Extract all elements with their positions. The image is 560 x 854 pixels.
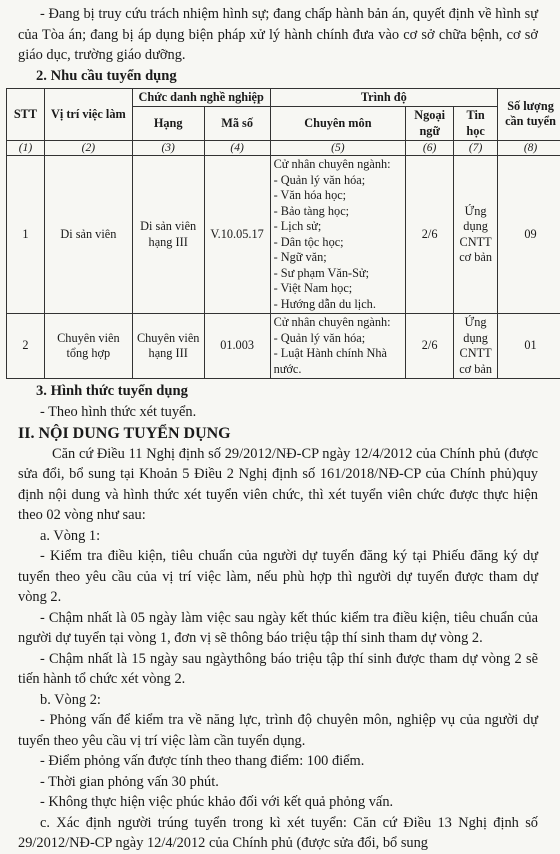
header-so-luong: Số lượng cần tuyển bbox=[498, 88, 560, 141]
cell-tin-hoc: Ứng dụng CNTT cơ bản bbox=[454, 314, 498, 379]
cell-vi-tri: Chuyên viên tổng hợp bbox=[44, 314, 132, 379]
header-tin-hoc: Tin học bbox=[454, 107, 498, 141]
cell-so-luong: 01 bbox=[498, 314, 560, 379]
round-1-item: - Kiểm tra điều kiện, tiêu chuẩn của người dự tuyển đăng ký tại Phiếu đăng ký dự tuyển theo yêu cầu của vị trí việc làm, nếu phù hợp thì người dự tuyển được tham dự vòng 2. bbox=[18, 546, 538, 608]
cell-ma-so: V.10.05.17 bbox=[204, 156, 270, 314]
section-3-title: 3. Hình thức tuyển dụng bbox=[36, 381, 538, 402]
chuyen-mon-line: - Dân tộc học; bbox=[274, 235, 403, 251]
header-chuyen-mon: Chuyên môn bbox=[270, 107, 406, 141]
round-2-item: - Phỏng vấn để kiểm tra về năng lực, trình độ chuyên môn, nghiệp vụ của người dự tuyển theo yêu cầu vị trí việc làm cần tuyển dụng. bbox=[18, 710, 538, 751]
section-2-title: 2. Nhu cầu tuyển dụng bbox=[36, 66, 538, 87]
cell-ngoai-ngu: 2/6 bbox=[406, 314, 454, 379]
col-number: (2) bbox=[44, 141, 132, 156]
recruitment-table bbox=[6, 88, 560, 380]
chuyen-mon-line: - Bảo tàng học; bbox=[274, 204, 403, 220]
col-number: (1) bbox=[7, 141, 45, 156]
cell-stt: 1 bbox=[7, 156, 45, 314]
chuyen-mon-line: - Quản lý văn hóa; bbox=[274, 331, 403, 347]
round-1-item: - Chậm nhất là 05 ngày làm việc sau ngày kết thúc kiểm tra điều kiện, tiêu chuẩn của người dự tuyển tại vòng 1, đơn vị sẽ thông báo triệu tập thí sinh tham dự vòng 2. bbox=[18, 608, 538, 649]
chuyen-mon-line: - Quản lý văn hóa; bbox=[274, 173, 403, 189]
col-number: (8) bbox=[498, 141, 560, 156]
header-ngoai-ngu: Ngoại ngữ bbox=[406, 107, 454, 141]
column-number-row bbox=[7, 141, 560, 156]
section-3-text: - Theo hình thức xét tuyển. bbox=[18, 402, 538, 423]
cell-vi-tri: Di sản viên bbox=[44, 156, 132, 314]
cell-hang: Di sản viên hạng III bbox=[132, 156, 204, 314]
cell-stt: 2 bbox=[7, 314, 45, 379]
chuyen-mon-line: - Ngữ văn; bbox=[274, 250, 403, 266]
header-stt: STT bbox=[7, 88, 45, 141]
round-1-title: a. Vòng 1: bbox=[18, 526, 538, 547]
intro-paragraph: - Đang bị truy cứu trách nhiệm hình sự; đang chấp hành bản án, quyết định về hình sự của Tòa án; đang bị áp dụng biện pháp xử lý hành chính đưa vào cơ sở chữa bệnh, cơ sở giáo dục, trường giáo dưỡng. bbox=[18, 4, 538, 66]
header-chuc-danh: Chức danh nghề nghiệp bbox=[132, 88, 270, 107]
col-number: (3) bbox=[132, 141, 204, 156]
chuyen-mon-line: - Luật Hành chính Nhà nước. bbox=[274, 346, 403, 377]
round-3-text: c. Xác định người trúng tuyển trong kì xét tuyển: Căn cứ Điều 13 Nghị định số 29/2012/NĐ-CP ngày 12/4/2012 của Chính phủ (được sửa đổi, bổ sung bbox=[18, 813, 538, 854]
part-ii-intro: Căn cứ Điều 11 Nghị định số 29/2012/NĐ-CP ngày 12/4/2012 của Chính phủ (được sửa đổi, bổ sung tại Khoản 5 Điều 2 Nghị định số 161/2018/NĐ-CP của Chính phủ)quy định nội dung và hình thức xét tuyển viên chức, thì xét tuyển viên chức được thực hiện theo 02 vòng như sau: bbox=[18, 444, 538, 526]
header-vi-tri: Vị trí việc làm bbox=[44, 88, 132, 141]
cell-hang: Chuyên viên hạng III bbox=[132, 314, 204, 379]
table-row bbox=[7, 314, 560, 379]
header-ma-so: Mã số bbox=[204, 107, 270, 141]
chuyen-mon-line: - Văn hóa học; bbox=[274, 188, 403, 204]
cell-ma-so: 01.003 bbox=[204, 314, 270, 379]
chuyen-mon-line: - Sư phạm Văn-Sử; bbox=[274, 266, 403, 282]
round-2-item: - Thời gian phỏng vấn 30 phút. bbox=[18, 772, 538, 793]
col-number: (5) bbox=[270, 141, 406, 156]
part-ii-title: II. NỘI DUNG TUYỂN DỤNG bbox=[18, 423, 538, 444]
table-header-row bbox=[7, 88, 560, 107]
chuyen-mon-line: - Việt Nam học; bbox=[274, 281, 403, 297]
round-2-title: b. Vòng 2: bbox=[18, 690, 538, 711]
col-number: (7) bbox=[454, 141, 498, 156]
chuyen-mon-line: - Lịch sử; bbox=[274, 219, 403, 235]
cell-tin-hoc: Ứng dụng CNTT cơ bản bbox=[454, 156, 498, 314]
round-2-item: - Không thực hiện việc phúc khảo đối với kết quả phỏng vấn. bbox=[18, 792, 538, 813]
cell-ngoai-ngu: 2/6 bbox=[406, 156, 454, 314]
cell-chuyen-mon bbox=[270, 156, 406, 314]
round-1-item: - Chậm nhất là 15 ngày sau ngàythông báo triệu tập thí sinh được tham dự vòng 2 sẽ tiến hành tổ chức xét vòng 2. bbox=[18, 649, 538, 690]
cell-chuyen-mon bbox=[270, 314, 406, 379]
col-number: (4) bbox=[204, 141, 270, 156]
chuyen-mon-line: Cử nhân chuyên ngành: bbox=[274, 157, 403, 173]
cell-so-luong: 09 bbox=[498, 156, 560, 314]
chuyen-mon-line: Cử nhân chuyên ngành: bbox=[274, 315, 403, 331]
table-row bbox=[7, 156, 560, 314]
col-number: (6) bbox=[406, 141, 454, 156]
round-2-item: - Điểm phỏng vấn được tính theo thang điểm: 100 điểm. bbox=[18, 751, 538, 772]
chuyen-mon-line: - Hướng dẫn du lịch. bbox=[274, 297, 403, 313]
header-trinh-do: Trình độ bbox=[270, 88, 497, 107]
header-hang: Hạng bbox=[132, 107, 204, 141]
